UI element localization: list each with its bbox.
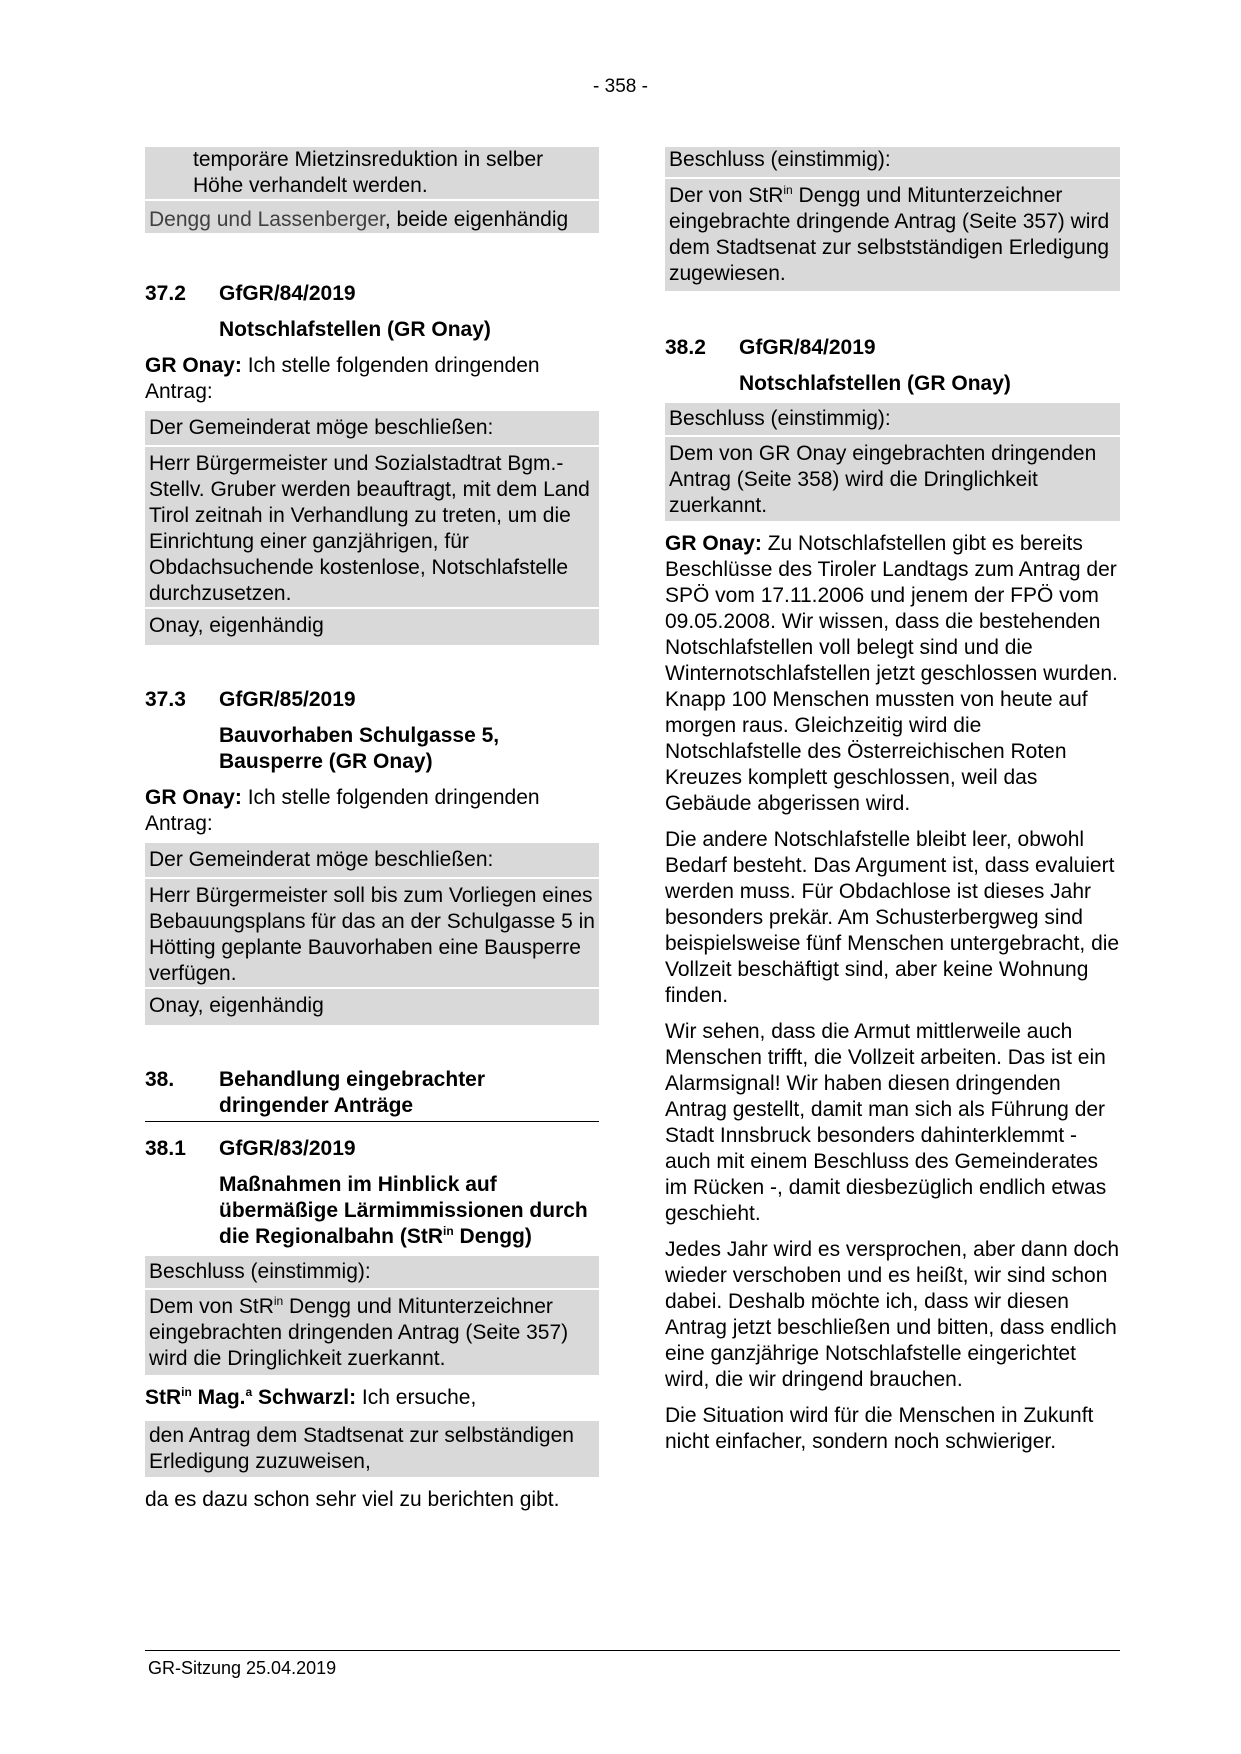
section-number: 38.	[145, 1068, 175, 1091]
motion-text	[145, 877, 599, 987]
section-38-2-heading	[665, 335, 1120, 361]
request-body: den Antrag dem Stadtsenat zur selbständigen Erledigung zuzuweisen,	[149, 1424, 574, 1473]
section-title: Notschlafstellen (GR Onay)	[739, 372, 1011, 395]
section-37-2-heading	[145, 281, 599, 307]
signature-text: Onay, eigenhändig	[149, 994, 324, 1017]
section-title: Bauvorhaben Schulgasse 5, Bausperre (GR Onay)	[219, 724, 500, 773]
carryover-signature	[145, 199, 599, 233]
reason-text: da es dazu schon sehr viel zu berichten gibt.	[145, 1488, 560, 1511]
body-part: Dengg und Mitunterzeichner eingebrachten dringenden Antrag (Seite 357) wird die Dringlichkeit zuerkannt.	[149, 1295, 569, 1370]
signature-text: Onay, eigenhändig	[149, 614, 324, 637]
resolution-text: Beschluss (einstimmig):	[669, 148, 891, 171]
speaker-name: GR Onay:	[665, 532, 762, 555]
speaker-superscript: a	[245, 1385, 253, 1399]
resolution-body	[665, 435, 1120, 521]
section-title: Behandlung eingebrachter dringender Anträge	[219, 1068, 486, 1117]
carryover-line-1: temporäre Mietzinsreduktion in selber	[193, 148, 544, 171]
section-number: 37.3	[145, 688, 186, 711]
council-resolve-line	[145, 411, 599, 445]
speaker-part: Mag.	[191, 1386, 246, 1409]
footer-divider	[145, 1650, 1120, 1651]
resolution-body	[145, 1288, 599, 1375]
speaker-paragraph	[145, 1385, 599, 1411]
speaker-paragraph	[665, 531, 1120, 817]
section-number: 37.2	[145, 282, 186, 305]
right-column	[665, 147, 1120, 1455]
left-column	[145, 147, 599, 1513]
section-number: 38.2	[665, 336, 706, 359]
carryover-line-2: Höhe verhandelt werden.	[193, 174, 428, 197]
council-resolve-text: Der Gemeinderat möge beschließen:	[149, 848, 494, 871]
speaker-text: Ich stelle folgenden dringenden Antrag:	[145, 786, 540, 835]
section-code: GfGR/84/2019	[739, 336, 876, 359]
motion-body: Herr Bürgermeister und Sozialstadtrat Bgm.-Stellv. Gruber werden beauftragt, mit dem Land Tirol zeitnah in Verhandlung zu treten, um die Einrichtung einer ganzjährigen, für Obdachsuchende kostenlose, Notschlafstelle durchzusetzen.	[149, 452, 590, 605]
body-text: Dem von GR Onay eingebrachten dringenden Antrag (Seite 358) wird die Dringlichkeit zuerkannt.	[669, 442, 1097, 517]
speaker-text: Ich ersuche,	[356, 1386, 477, 1409]
speaker-superscript: in	[181, 1385, 192, 1399]
council-resolve-text: Der Gemeinderat möge beschließen:	[149, 416, 494, 439]
motion-signature	[145, 607, 599, 645]
motion-text	[145, 445, 599, 607]
section-number: 38.1	[145, 1137, 186, 1160]
section-title: Notschlafstellen (GR Onay)	[219, 318, 491, 341]
council-resolve-line	[145, 843, 599, 877]
title-superscript: in	[443, 1224, 454, 1238]
signature-names: Dengg und Lassenberger	[149, 208, 385, 231]
body-part: Dengg und Mitunterzeichner eingebrachte dringende Antrag (Seite 357) wird dem Stadtsenat zur selbstständigen Erledigung zugewiesen.	[669, 184, 1110, 285]
motion-body: Herr Bürgermeister soll bis zum Vorliegen eines Bebauungsplans für das an der Schulgasse 5 in Hötting geplante Bauvorhaben eine Bausperre verfügen.	[149, 884, 595, 985]
title-part: Maßnahmen im Hinblick auf übermäßige Lärmimmissionen durch die Regionalbahn (StR	[219, 1173, 588, 1248]
body-part: Der von StR	[669, 184, 784, 207]
body-part: Dem von StR	[149, 1295, 274, 1318]
speaker-part: Schwarzl:	[252, 1386, 357, 1409]
body-paragraph: Wir sehen, dass die Armut mittlerweile auch Menschen trifft, die Vollzeit arbeiten. Das ist ein Alarmsignal! Wir haben diesen dringenden Antrag gestellt, damit man sich als Führung der Stadt Innsbruck besonders dahinterklemmt - auch mit einem Beschluss des Gemeinderates im Rücken -, damit diesbezüglich endlich etwas geschieht.	[665, 1020, 1107, 1225]
speaker-name: GR Onay:	[145, 354, 242, 377]
resolution-text: Beschluss (einstimmig):	[669, 407, 891, 430]
resolution-label	[665, 147, 1120, 177]
speaker-part: StR	[145, 1386, 182, 1409]
motion-signature	[145, 987, 599, 1025]
page-number: - 358 -	[593, 76, 648, 97]
signature-note: , beide eigenhändig	[384, 208, 569, 231]
resolution-label	[665, 403, 1120, 435]
resolution-body	[665, 177, 1120, 291]
section-code: GfGR/85/2019	[219, 688, 356, 711]
section-38-heading	[145, 1067, 599, 1122]
body-paragraph: Jedes Jahr wird es versprochen, aber dann doch wieder verschoben und es heißt, wir sind schon dabei. Deshalb möchte ich, dass wir diesen Antrag jetzt beschließen und bitten, dass endlich eine ganzjährige Notschlafstelle eingerichtet wird, die wir dringend brauchen.	[665, 1238, 1120, 1391]
section-38-1-heading	[145, 1136, 599, 1162]
speaker-paragraph	[145, 353, 599, 405]
section-title	[145, 1172, 599, 1250]
body-superscript: in	[273, 1294, 284, 1308]
body-superscript: in	[783, 183, 793, 197]
section-37-3-heading	[145, 687, 599, 713]
section-code: GfGR/84/2019	[219, 282, 356, 305]
speaker-name: GR Onay:	[145, 786, 242, 809]
body-paragraph: Die Situation wird für die Menschen in Zukunft nicht einfacher, sondern noch schwieriger.	[665, 1404, 1094, 1453]
speaker-paragraph	[145, 785, 599, 837]
section-code: GfGR/83/2019	[219, 1137, 356, 1160]
speaker-text: Zu Notschlafstellen gibt es bereits Beschlüsse des Tiroler Landtags zum Antrag der SPÖ vom 17.11.2006 und jenem der FPÖ vom 09.05.2008. Wir wissen, dass die bestehenden Notschlafstellen voll belegt sind und die Winternotschlafstellen jetzt geschlossen wurden. Knapp 100 Menschen mussten von heute auf morgen raus. Gleichzeitig wird die Notschlafstelle des Österreichischen Roten Kreuzes komplett geschlossen, weil das Gebäude abgerissen wird.	[665, 532, 1118, 815]
title-part: Dengg)	[453, 1225, 532, 1248]
body-paragraph: Die andere Notschlafstelle bleibt leer, obwohl Bedarf besteht. Das Argument ist, dass evaluiert werden muss. Für Obdachlose ist dieses Jahr besonders prekär. Am Schusterbergweg sind beispielsweise fünf Menschen untergebracht, die Vollzeit beschäftigt sind, aber keine Wohnung finden.	[665, 828, 1120, 1007]
request-text	[145, 1421, 599, 1477]
footer-text: GR-Sitzung 25.04.2019	[148, 1658, 337, 1678]
speaker-text: Ich stelle folgenden dringenden Antrag:	[145, 354, 540, 403]
carryover-text	[145, 147, 599, 199]
resolution-text: Beschluss (einstimmig):	[149, 1260, 371, 1283]
resolution-label	[145, 1256, 599, 1288]
